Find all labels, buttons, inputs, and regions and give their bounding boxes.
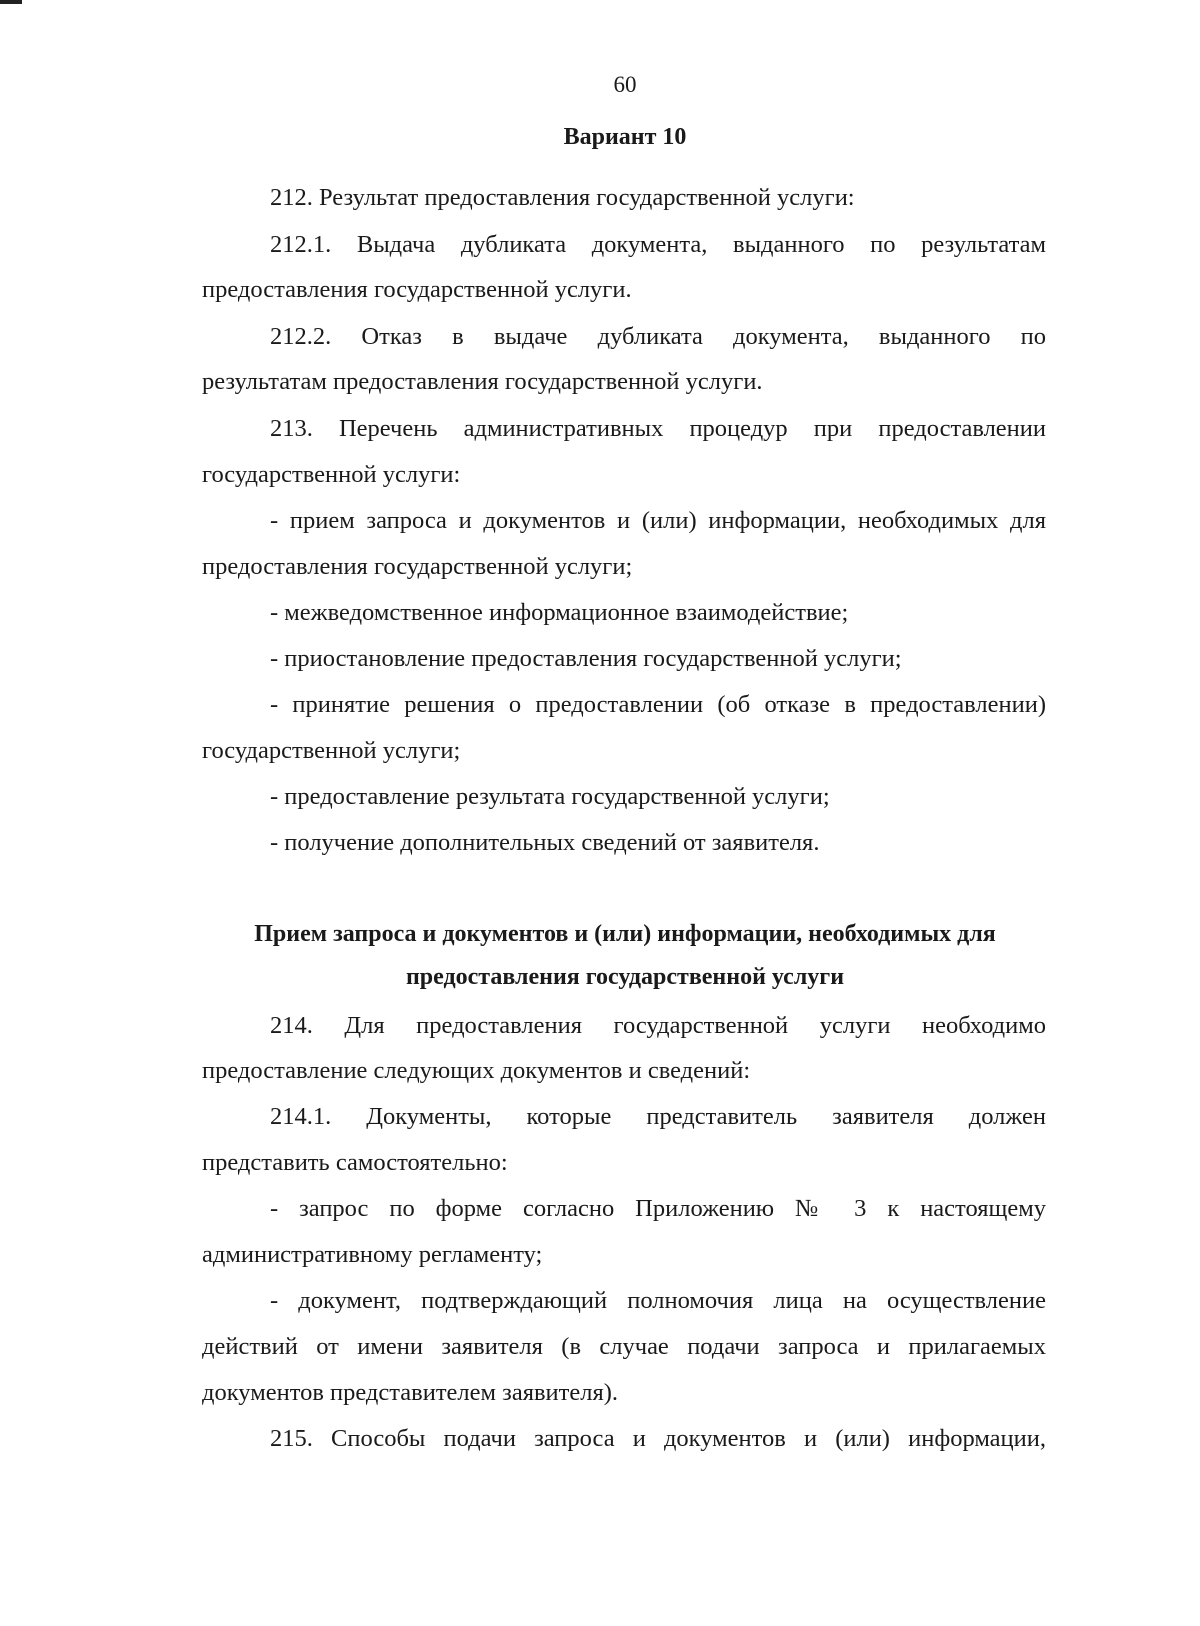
paragraph-213-line2: государственной услуги:	[202, 461, 461, 488]
doc-item-2-line1: - документ, подтверждающий полномочия лица на осуществление	[270, 1287, 1046, 1314]
list-item-1-line1: - прием запроса и документов и (или) информации, необходимых для	[270, 507, 1046, 534]
section-heading-line2: предоставления государственной услуги	[405, 964, 845, 990]
list-item-2: - межведомственное информационное взаимодействие;	[270, 599, 849, 626]
list-item-4-line2: государственной услуги;	[202, 737, 461, 764]
paragraph-212-2-line1: 212.2. Отказ в выдаче дубликата документа, выданного по	[270, 323, 1046, 350]
list-item-6: - получение дополнительных сведений от заявителя.	[270, 829, 820, 856]
doc-item-2-line2: действий от имени заявителя (в случае подачи запроса и прилагаемых	[202, 1333, 1046, 1360]
paragraph-212: 212. Результат предоставления государственной услуги:	[270, 184, 855, 211]
list-item-4-line1: - принятие решения о предоставлении (об отказе в предоставлении)	[270, 691, 1046, 718]
doc-item-2-line3: документов представителем заявителя).	[202, 1379, 618, 1406]
paragraph-214-1-line2: представить самостоятельно:	[202, 1149, 508, 1176]
variant-heading: Вариант 10	[563, 124, 687, 150]
paragraph-213-line1: 213. Перечень административных процедур при предоставлении	[270, 415, 1046, 442]
paragraph-214-line1: 214. Для предоставления государственной услуги необходимо	[270, 1012, 1046, 1039]
list-item-3: - приостановление предоставления государственной услуги;	[270, 645, 902, 672]
paragraph-215-line1: 215. Способы подачи запроса и документов и (или) информации,	[270, 1425, 1046, 1452]
list-item-5: - предоставление результата государственной услуги;	[270, 783, 830, 810]
doc-item-1-line2: административному регламенту;	[202, 1241, 543, 1268]
page-number: 60	[613, 72, 637, 97]
section-heading-line1: Прием запроса и документов и (или) информации, необходимых для	[254, 921, 996, 947]
doc-item-1-line1: - запрос по форме согласно Приложению № 3 к настоящему	[270, 1195, 1046, 1222]
paragraph-214-line2: предоставление следующих документов и сведений:	[202, 1057, 751, 1084]
paragraph-212-1-line1: 212.1. Выдача дубликата документа, выданного по результатам	[270, 231, 1046, 258]
list-item-1-line2: предоставления государственной услуги;	[202, 553, 633, 580]
paragraph-212-2-line2: результатам предоставления государственной услуги.	[202, 368, 763, 395]
scan-corner-mark	[0, 0, 22, 4]
paragraph-212-1-line2: предоставления государственной услуги.	[202, 276, 632, 303]
paragraph-214-1-line1: 214.1. Документы, которые представитель заявителя должен	[270, 1103, 1046, 1130]
